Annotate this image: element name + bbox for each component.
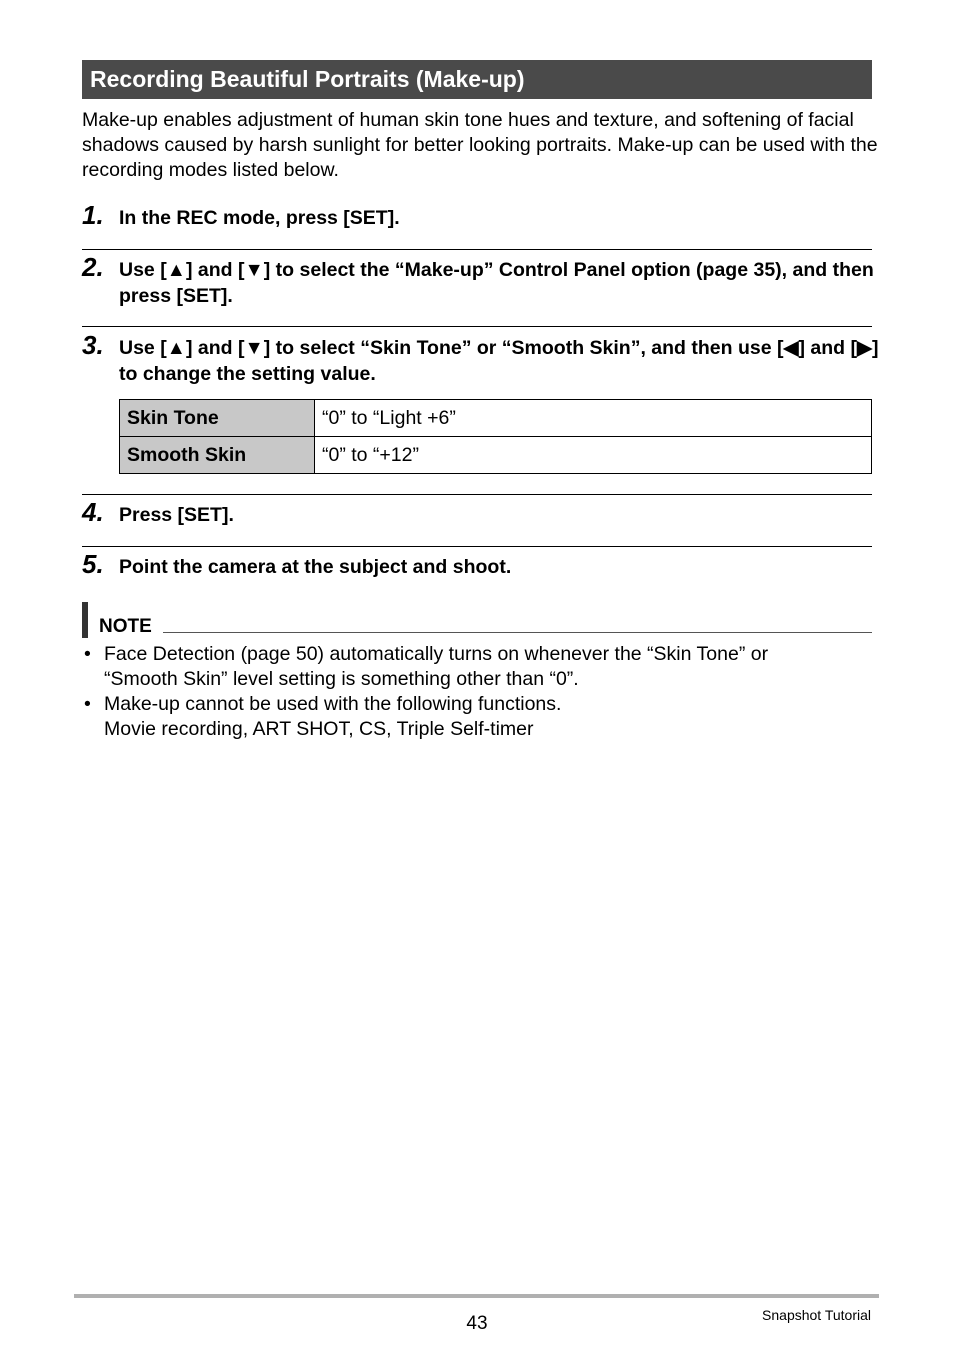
- setting-name: Skin Tone: [120, 400, 315, 437]
- bullet-line: “Smooth Skin” level setting is something other than “0”.: [104, 668, 579, 690]
- footer-section-name: Snapshot Tutorial: [762, 1307, 871, 1323]
- bullet-line: Face Detection (page 50) automatically turns on whenever the “Skin Tone” or: [104, 643, 769, 665]
- step-number: 1.: [82, 200, 104, 230]
- step-divider: [82, 494, 872, 495]
- step-divider: [82, 546, 872, 547]
- table-row: [120, 400, 872, 437]
- step-text: Point the camera at the subject and shoot.: [119, 556, 512, 578]
- step-number: 4.: [82, 497, 104, 527]
- step-divider: [82, 326, 872, 327]
- intro-paragraph: Make-up enables adjustment of human skin tone hues and texture, and softening of facial shadows caused by harsh sunlight for better looking portraits. Make-up can be used with the recording modes listed below.: [82, 109, 878, 181]
- step-text: Use [▲] and [▼] to select “Skin Tone” or “Smooth Skin”, and then use [◀] and [▶] to change the setting value.: [119, 337, 879, 385]
- table-row: [120, 437, 872, 474]
- bullet-dot: •: [84, 643, 91, 665]
- bullet-dot: •: [84, 693, 91, 715]
- bullet-text: [104, 642, 874, 692]
- page-number: 43: [466, 1313, 488, 1334]
- step-divider: [82, 249, 872, 250]
- setting-range: “0” to “+12”: [315, 437, 872, 474]
- step-number: 5.: [82, 549, 104, 579]
- step-number: 2.: [82, 252, 104, 282]
- step-text: Press [SET].: [119, 504, 234, 526]
- note-divider: [163, 632, 872, 633]
- setting-range: “0” to “Light +6”: [315, 400, 872, 437]
- bullet-text: [104, 692, 874, 742]
- note-marker: [82, 602, 88, 638]
- step-number: 3.: [82, 330, 104, 360]
- setting-name: Smooth Skin: [120, 437, 315, 474]
- note-label: NOTE: [99, 616, 152, 637]
- footer-divider: [74, 1294, 879, 1298]
- bullet-line: Movie recording, ART SHOT, CS, Triple Self-timer: [104, 718, 534, 740]
- settings-table: [119, 399, 872, 474]
- section-title: Recording Beautiful Portraits (Make-up): [82, 60, 872, 99]
- step-text: In the REC mode, press [SET].: [119, 207, 400, 229]
- bullet-line: Make-up cannot be used with the following functions.: [104, 693, 562, 715]
- step-text: Use [▲] and [▼] to select the “Make-up” Control Panel option (page 35), and then press [SET].: [119, 259, 874, 307]
